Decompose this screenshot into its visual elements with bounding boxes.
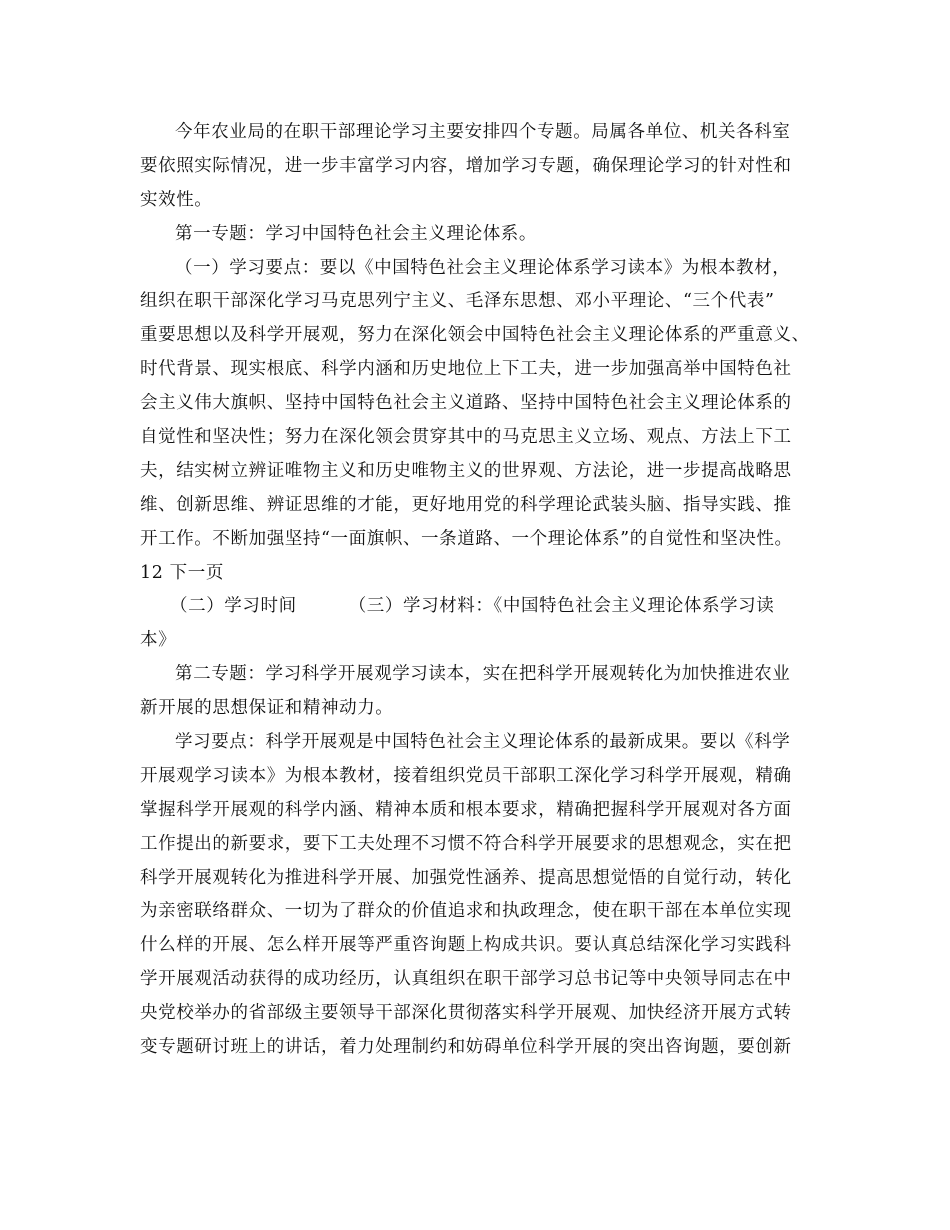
topic2-point-line: 学开展观活动获得的成功经历，认真组织在职干部学习总书记等中央领导同志在中 — [140, 969, 792, 990]
topic2-title-line: 新开展的思想保证和精神动力。 — [140, 698, 394, 719]
intro-line: 今年农业局的在职干部理论学习主要安排四个专题。局属各单位、机关各科室 — [175, 122, 791, 142]
topic2-point-line: 什么样的开展、怎么样开展等严重咨询题上构成共识。要认真总结深化学习实践科 — [140, 935, 792, 956]
document-page — [140, 116, 830, 1065]
topic2-point-line: 科学开展观转化为推进科学开展、加强党性涵养、提高思想觉悟的自觉行动，转化 — [140, 867, 792, 888]
topic2-point-line: 开展观学习读本》为根本教材，接着组织党员干部职工深化学习科学开展观，精确 — [140, 765, 792, 786]
topic1-point-line: （一）学习要点：要以《中国特色社会主义理论体系学习读本》为根本教材， — [175, 257, 791, 278]
topic2-point-line: 学习要点：科学开展观是中国特色社会主义理论体系的最新成果。要以《科学 — [175, 732, 791, 753]
topic2-point-line: 工作提出的新要求，要下工夫处理不习惯不符合科学开展要求的思想观念，实在把 — [140, 833, 792, 854]
intro-line: 要依照实际情况，进一步丰富学习内容，增加学习专题，确保理论学习的针对性和 — [140, 155, 792, 176]
topic1-point-line: 会主义伟大旗帜、坚持中国特色社会主义道路、坚持中国特色社会主义理论体系的 — [140, 393, 792, 414]
topic1-point-line: 维、创新思维、辨证思维的才能，更好地用党的科学理论武装头脑、指导实践、推 — [140, 494, 792, 515]
intro-line: 实效性。 — [140, 189, 213, 210]
topic1-point-line: 开工作。不断加强坚持“一面旗帜、一条道路、一个理论体系”的自觉性和坚决性。 — [140, 528, 793, 549]
page-nav-link[interactable]: 12 下一页 — [140, 562, 224, 583]
topic2-point-line: 为亲密联络群众、一切为了群众的价值追求和执政理念，使在职干部在本单位实现 — [140, 901, 792, 922]
topic1-time: （二）学习时间 — [170, 596, 297, 617]
topic1-material: （三）学习材料：《中国特色社会主义理论体系学习读 — [348, 596, 775, 617]
topic1-point-line: 重要思想以及科学开展观，努力在深化领会中国特色社会主义理论体系的严重意义、 — [140, 325, 810, 346]
topic1-point-line: 组织在职干部深化学习马克思列宁主义、毛泽东思想、邓小平理论、“三个代表” — [140, 291, 775, 312]
topic1-time-material — [140, 590, 830, 624]
topic2-point-line: 掌握科学开展观的科学内涵、精神本质和根本要求，精确把握科学开展观对各方面 — [140, 799, 792, 820]
topic2-title-line: 第二专题：学习科学开展观学习读本，实在把科学开展观转化为加快推进农业 — [175, 664, 791, 685]
topic1-title: 第一专题：学习中国特色社会主义理论体系。 — [175, 223, 537, 244]
topic1-point-line: 夫，结实树立辨证唯物主义和历史唯物主义的世界观、方法论，进一步提高战略思 — [140, 460, 792, 481]
topic1-material-cont: 本》 — [140, 630, 177, 651]
topic2-point-line: 央党校举办的省部级主要领导干部深化贯彻落实科学开展观、加快经济开展方式转 — [140, 1003, 792, 1024]
topic1-point-line: 时代背景、现实根底、科学内涵和历史地位上下工夫，进一步加强高举中国特色社 — [140, 359, 792, 380]
topic2-point-line: 变专题研讨班上的讲话，着力处理制约和妨碍单位科学开展的突出咨询题，要创新 — [140, 1037, 792, 1058]
topic1-point-line: 自觉性和坚决性；努力在深化领会贯穿其中的马克思主义立场、观点、方法上下工 — [140, 427, 792, 448]
